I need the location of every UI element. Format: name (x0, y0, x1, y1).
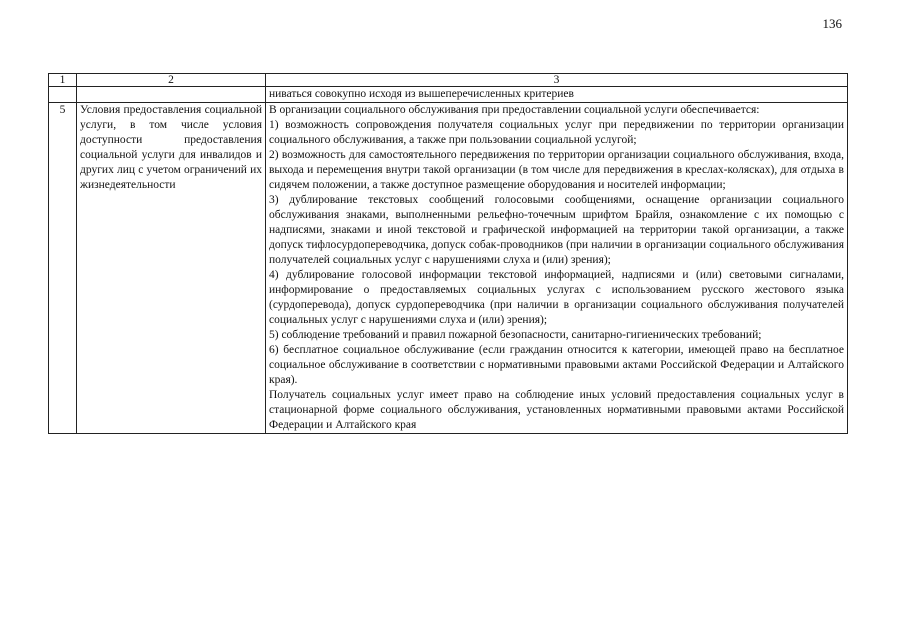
row-description (266, 103, 848, 434)
table-row (49, 103, 848, 434)
page-number: 136 (822, 16, 842, 31)
column-header-2: 2 (77, 74, 266, 87)
column-header-3: 3 (266, 74, 848, 87)
paragraph-intro: В организации социального обслуживания при предоставлении социальной услуги обеспечивается: (269, 104, 760, 116)
services-table (48, 73, 848, 434)
paragraph-item-4: 4) дублирование голосовой информации текстовой информацией, надписями и (или) световыми сигналами, информирование о предоставляемых социальных услугах с использованием русского жестового языка (сурдоперевода), допуск сурдопереводчика (при наличии в организации социального обслуживания получателей социальных услуг с нарушениями слуха и (или) зрения); (269, 269, 844, 326)
continuation-text: ниваться совокупно исходя из вышеперечисленных критериев (266, 87, 848, 103)
row-title: Условия предоставления социальной услуги, в том числе условия доступности предоставления социальной услуги для инвалидов и других лиц с учетом ограничений их жизнедеятельности (77, 103, 266, 434)
continuation-cell-2 (77, 87, 266, 103)
paragraph-item-2: 2) возможность для самостоятельного передвижения по территории организации социального обслуживания, входа, выхода и перемещения внутри такой организации (в том числе для передвижения в креслах-колясках), для отдыха в сидячем положении, а также доступное размещение оборудования и носителей информации; (269, 149, 844, 191)
paragraph-item-1: 1) возможность сопровождения получателя социальных услуг при передвижении по территории организации социального обслуживания, а также при пользовании социальной услугой; (269, 119, 844, 146)
paragraph-item-5: 5) соблюдение требований и правил пожарной безопасности, санитарно-гигиенических требований; (269, 329, 762, 341)
paragraph-closing: Получатель социальных услуг имеет право на соблюдение иных условий предоставления социальных услуг в стационарной форме социального обслуживания, установленных нормативными правовыми актами Российской Федерации и Алтайского края (269, 389, 844, 431)
paragraph-item-3: 3) дублирование текстовых сообщений голосовыми сообщениями, оснащение организации социального обслуживания знаками, выполненными рельефно-точечным шрифтом Брайля, ознакомление с их помощью с надписями, знаками и иной текстовой и графической информацией на территории такой организации, а также допуск тифлосурдопереводчика, допуск собак-проводников (при наличии в организации социального обслуживания получателей социальных услуг с нарушениями слуха и (или) зрения); (269, 194, 844, 266)
paragraph-item-6: 6) бесплатное социальное обслуживание (если гражданин относится к категории, имеющей право на бесплатное социальное обслуживание в соответствии с нормативными правовыми актами Российской Федерации и Алтайского края). (269, 344, 844, 386)
continuation-cell-1 (49, 87, 77, 103)
row-number: 5 (49, 103, 77, 434)
table-header-row (49, 74, 848, 87)
continuation-row (49, 87, 848, 103)
column-header-1: 1 (49, 74, 77, 87)
